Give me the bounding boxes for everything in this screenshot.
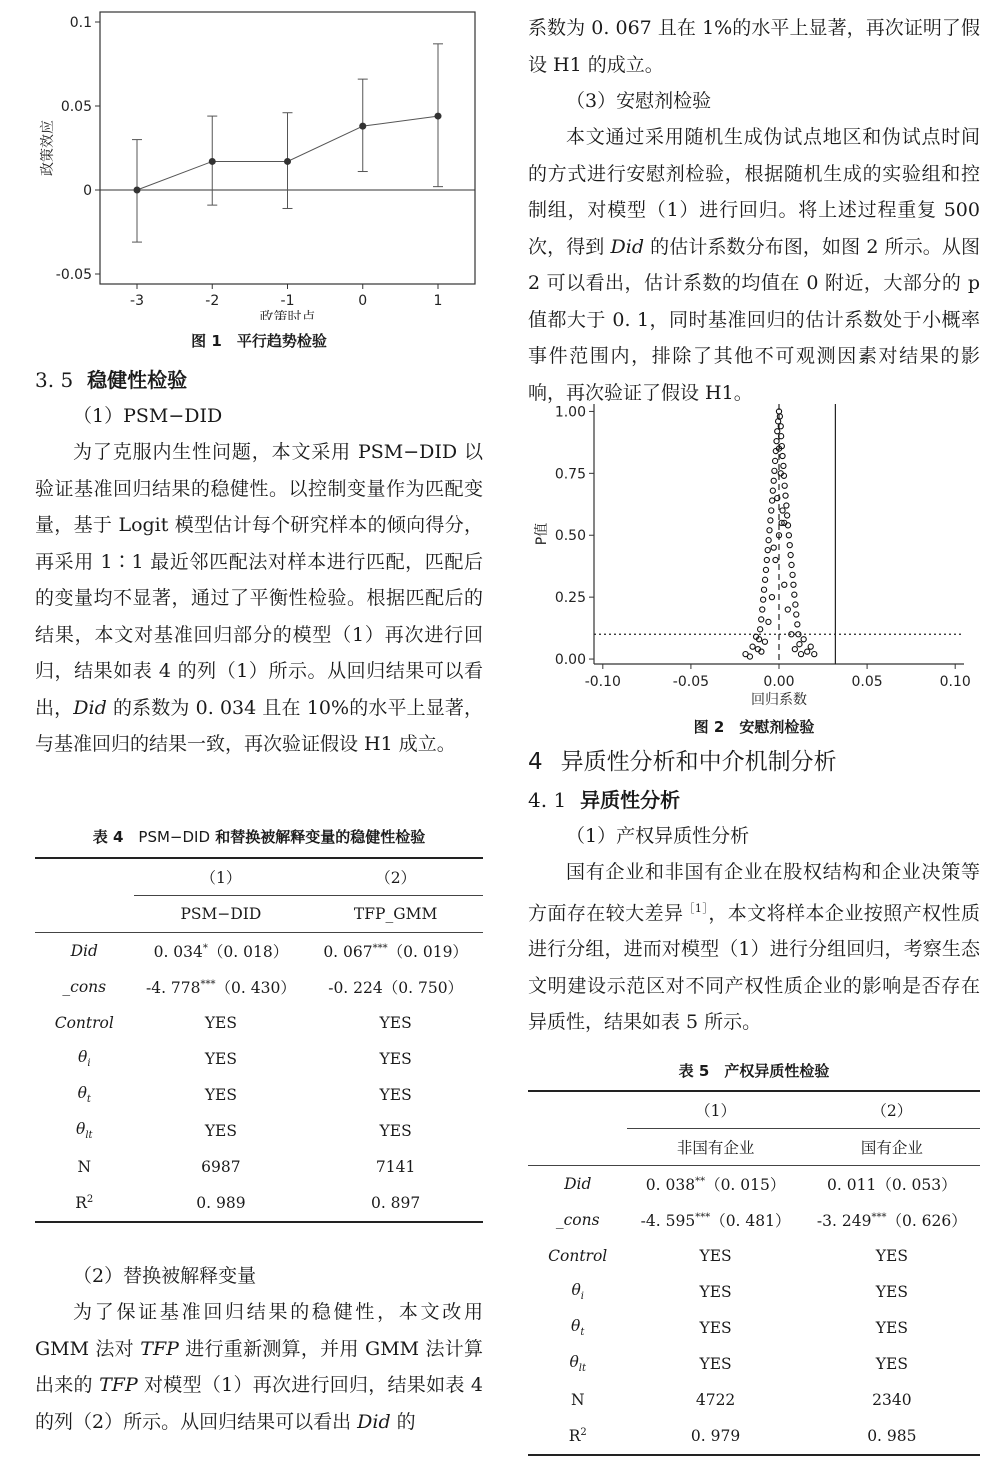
- section-number: 3. 5: [35, 368, 74, 392]
- row-label: Did: [70, 942, 98, 960]
- scatter-point: [785, 607, 790, 612]
- table-row: [35, 858, 483, 896]
- subsection-psm-did: （1）PSM−DID: [73, 405, 223, 427]
- section-title: 异质性分析和中介机制分析: [560, 749, 837, 775]
- row-label: Did: [564, 1175, 592, 1193]
- scatter-point: [768, 518, 773, 523]
- column-header-1: （1）: [627, 1091, 803, 1129]
- para4-a: 国有企业和非国有企业在股权结构和企业决策等方面存在较大差异: [528, 861, 980, 924]
- row-label: $R^2$: [35, 1185, 134, 1222]
- header-blank: [35, 858, 134, 896]
- data-point: [435, 113, 442, 120]
- x-tick-label: -1: [280, 293, 295, 309]
- table-cell: YES: [379, 1014, 412, 1032]
- row-label: _cons: [555, 1211, 600, 1229]
- column-name-1: PSM−DID: [134, 896, 309, 933]
- table-row: [35, 1113, 483, 1149]
- table-cell: 0. 989: [134, 1185, 309, 1222]
- table-cell: YES: [875, 1283, 908, 1301]
- scatter-point: [771, 545, 776, 550]
- table-row: [528, 1418, 980, 1455]
- table-cell: YES: [699, 1355, 732, 1373]
- tfp-term: TFP: [140, 1337, 179, 1360]
- scatter-point: [783, 493, 788, 498]
- section-title: 异质性分析: [580, 788, 681, 812]
- table-cell: YES: [875, 1355, 908, 1373]
- scatter-point: [801, 637, 806, 642]
- x-tick-label: -0.05: [672, 674, 710, 690]
- table-4-caption-prefix: 表 4: [92, 828, 139, 846]
- paragraph-replace-var: [35, 1294, 483, 1440]
- section-title: 稳健性检验: [87, 368, 188, 392]
- paragraph-continued: 系数为 0. 067 且在 1%的水平上显著，再次证明了假设 H1 的成立。: [528, 17, 980, 76]
- para3-a: 本文通过采用随机生成伪试点地区和伪试点时间的方式进行安慰剂检验，根据随机生成的实验组和控制组，对模型（1）进行回归。将上述过程重复 500 次，得到: [528, 126, 980, 258]
- row-label: $R^2$: [528, 1418, 627, 1455]
- row-label: $\theta_{lt}$: [569, 1353, 586, 1375]
- scatter-point: [776, 419, 781, 424]
- y-tick-label: -0.05: [55, 267, 92, 283]
- x-tick-label: 0.10: [939, 674, 971, 690]
- row-label: N: [77, 1158, 92, 1176]
- table-row: [35, 1185, 483, 1222]
- y-tick-label: 0: [83, 183, 92, 199]
- scatter-point: [772, 468, 777, 473]
- column-name-2: 国有企业: [804, 1129, 980, 1166]
- para2-a: 为了保证基准回归结果的稳健性，本文改用 GMM 法对: [35, 1301, 483, 1360]
- scatter-point: [773, 557, 778, 562]
- table-4-caption: [35, 826, 483, 847]
- figure-2: [528, 398, 980, 708]
- table-row: [35, 1077, 483, 1113]
- paragraph-heterogeneity: [528, 854, 980, 1041]
- scatter-point: [793, 602, 798, 607]
- scatter-point: [759, 617, 764, 622]
- column-header-2: （2）: [804, 1091, 980, 1129]
- table-cell: 0. 011（0. 053）: [827, 1176, 957, 1194]
- citation-ref: ［1］: [683, 901, 709, 915]
- scatter-point: [761, 597, 766, 602]
- table-cell: YES: [204, 1014, 237, 1032]
- column-header-2: （2）: [308, 858, 483, 896]
- scatter-point: [812, 651, 817, 656]
- scatter-point: [790, 572, 795, 577]
- table-row: [528, 1202, 980, 1238]
- x-tick-label: -0.10: [584, 674, 621, 690]
- did-term: Did: [357, 1410, 391, 1433]
- table-cell: YES: [699, 1247, 732, 1265]
- para2-b: 进行重新测算，并用 GMM 法计算出来的: [35, 1337, 483, 1396]
- data-point: [134, 187, 141, 194]
- scatter-point: [765, 547, 770, 552]
- scatter-point: [782, 582, 787, 587]
- row-label: $\theta_i$: [571, 1281, 584, 1303]
- table-cell: 0. 897: [308, 1185, 483, 1222]
- table-5-caption: 表 5 产权异质性检验: [678, 1062, 830, 1080]
- table-cell: YES: [379, 1122, 412, 1140]
- placebo-scatter-chart: [528, 398, 980, 708]
- header-blank: [528, 1129, 627, 1166]
- para2-c: 对模型（1）再次进行回归，结果如表 4 的列（2）所示。从回归结果可以看出: [35, 1374, 483, 1433]
- table-row: [35, 969, 483, 1005]
- scatter-point: [763, 567, 768, 572]
- table-row: [35, 1041, 483, 1077]
- scatter-point: [760, 607, 765, 612]
- table-row: [35, 896, 483, 933]
- scatter-point: [798, 651, 803, 656]
- scatter-point: [767, 528, 772, 533]
- table-4: [35, 857, 483, 1223]
- table-cell: YES: [875, 1319, 908, 1337]
- table-cell: YES: [204, 1086, 237, 1104]
- scatter-point: [785, 513, 790, 518]
- scatter-point: [788, 552, 793, 557]
- para1-text: 为了克服内生性问题，本文采用 PSM−DID 以验证基准回归结果的稳健性。以控制变量作为匹配变量，基于 Logit 模型估计每个研究样本的倾向得分，再采用 1∶1 最近邻匹配法对样本进行匹配，匹配后的变量均不显著，通过了平衡性检验。根据匹配后的结果，本文对基准回归部分的模型（1）再次进行回归，结果如表 4 的列（1）所示。从回归结果可以看出，: [35, 441, 483, 719]
- table-4-caption-latin: PSM−DID: [138, 828, 211, 846]
- table-cell: -4. 778***（0. 430）: [145, 978, 296, 997]
- table-row: [35, 1149, 483, 1185]
- y-tick-label: 0.75: [554, 466, 586, 483]
- x-axis-label: 回归系数: [751, 692, 807, 708]
- para2-d: 的: [390, 1410, 416, 1433]
- parallel-trend-chart: [0, 0, 483, 320]
- table-cell: -4. 595***（0. 481）: [640, 1211, 791, 1230]
- table-cell: -3. 249***（0. 626）: [816, 1211, 967, 1230]
- table-row: [528, 1129, 980, 1166]
- column-name-2: TFP_GMM: [308, 896, 483, 933]
- scatter-point: [770, 498, 775, 503]
- table-row: [528, 1166, 980, 1203]
- x-tick-label: -2: [205, 293, 220, 309]
- table-cell: 0. 979: [627, 1418, 803, 1455]
- scatter-point: [795, 622, 800, 627]
- scatter-point: [808, 644, 813, 649]
- table-5: [528, 1090, 980, 1456]
- scatter-point: [769, 508, 774, 513]
- figure-1: [0, 0, 483, 320]
- header-blank: [528, 1091, 627, 1129]
- subsection-replace-var: （2）替换被解释变量: [73, 1265, 257, 1287]
- scatter-point: [770, 488, 775, 493]
- table-row: [528, 1346, 980, 1382]
- x-tick-label: 0: [358, 293, 368, 309]
- data-point: [359, 123, 366, 130]
- y-tick-label: 0.50: [554, 528, 586, 545]
- data-point: [284, 158, 291, 165]
- row-label: $\theta_{lt}$: [75, 1120, 93, 1142]
- scatter-point: [780, 508, 785, 513]
- scatter-point: [766, 619, 771, 624]
- header-blank: [35, 896, 134, 933]
- table-row: [528, 1091, 980, 1129]
- data-point: [209, 158, 216, 165]
- para3-b: 的估计系数分布图，如图 2 所示。从图 2 可以看出，估计系数的均值在 0 附近，大部分的 p 值都大于 0. 1，同时基准回归的估计系数处于小概率事件范围内，排除了其他不可观测因素对结果的影响，再次验证了假设 H1。: [528, 235, 980, 404]
- scatter-point: [761, 587, 766, 592]
- scatter-point: [775, 429, 780, 434]
- scatter-point: [792, 647, 797, 652]
- table-row: [528, 1382, 980, 1418]
- subsection-placebo: （3）安慰剂检验: [566, 90, 712, 112]
- table-cell: 4722: [695, 1391, 736, 1409]
- scatter-point: [781, 463, 786, 468]
- table-row: [35, 933, 483, 970]
- scatter-point: [750, 644, 755, 649]
- scatter-point: [769, 595, 774, 600]
- scatter-point: [789, 562, 794, 567]
- scatter-point: [797, 642, 802, 647]
- table-4-grid: [35, 857, 483, 1223]
- y-tick-label: 0.00: [554, 652, 586, 669]
- table-cell: YES: [699, 1283, 732, 1301]
- row-label: Control: [548, 1247, 608, 1265]
- table-cell: YES: [699, 1319, 732, 1337]
- section-number: 4. 1: [528, 788, 567, 812]
- section-heading-3-5: [35, 362, 483, 398]
- table-cell: 0. 034*（0. 018）: [153, 942, 289, 961]
- x-tick-label: 1: [433, 293, 443, 309]
- scatter-point: [773, 458, 778, 463]
- scatter-point: [764, 557, 769, 562]
- table-cell: 0. 067***（0. 019）: [323, 942, 468, 961]
- scatter-point: [792, 592, 797, 597]
- table-4-caption-suffix: 和替换被解释变量的稳健性检验: [210, 828, 426, 846]
- figure-1-caption: 图 1 平行趋势检验: [191, 332, 327, 350]
- table-cell: YES: [204, 1122, 237, 1140]
- figure-2-caption: 图 2 安慰剂检验: [693, 718, 815, 736]
- section-heading-4: [528, 742, 980, 782]
- x-tick-label: 0.05: [851, 674, 883, 690]
- x-tick-label: 0.00: [763, 674, 795, 690]
- section-number: 4: [528, 749, 543, 775]
- y-tick-label: 1.00: [554, 404, 586, 421]
- scatter-point: [771, 478, 776, 483]
- table-row: [528, 1310, 980, 1346]
- scatter-point: [805, 649, 810, 654]
- table-cell: 2340: [872, 1391, 912, 1409]
- row-label: _cons: [62, 978, 107, 996]
- scatter-point: [780, 453, 785, 458]
- row-label: $\theta_t$: [571, 1317, 585, 1339]
- did-term: Did: [73, 696, 107, 719]
- scatter-point: [794, 612, 799, 617]
- scatter-point: [786, 533, 791, 538]
- y-tick-label: 0.1: [69, 15, 92, 31]
- table-cell: YES: [379, 1086, 412, 1104]
- section-heading-4-1: [528, 782, 980, 818]
- table-cell: YES: [379, 1050, 412, 1068]
- y-axis-label: 政策效应: [40, 120, 56, 176]
- para1-tail: 的系数为 0. 034 且在 10%的水平上显著，与基准回归的结果一致，再次验证假设 H1 成立。: [35, 696, 483, 755]
- paragraph-psm-did: [35, 434, 483, 763]
- y-tick-label: 0.25: [554, 590, 586, 607]
- did-term: Did: [610, 235, 645, 258]
- scatter-point: [774, 439, 779, 444]
- table-cell: -0. 224（0. 750）: [328, 979, 464, 997]
- table-cell: YES: [204, 1050, 237, 1068]
- table-cell: 0. 985: [804, 1418, 980, 1455]
- scatter-point: [787, 543, 792, 548]
- scatter-point: [784, 503, 789, 508]
- row-label: N: [570, 1391, 585, 1409]
- table-cell: 6987: [201, 1158, 241, 1176]
- x-axis-label: 政策时点: [259, 310, 316, 320]
- paragraph-placebo: [528, 119, 980, 411]
- column-name-1: 非国有企业: [627, 1129, 803, 1166]
- x-tick-label: -3: [130, 293, 144, 309]
- scatter-point: [758, 627, 763, 632]
- table-cell: 0. 038**（0. 015）: [645, 1175, 786, 1194]
- row-label: Control: [54, 1014, 114, 1032]
- scatter-point: [743, 651, 748, 656]
- column-header-1: （1）: [134, 858, 309, 896]
- row-label: $\theta_i$: [78, 1048, 91, 1070]
- scatter-point: [762, 639, 767, 644]
- row-label: $\theta_t$: [77, 1084, 91, 1106]
- table-cell: 7141: [375, 1158, 416, 1176]
- y-tick-label: 0.05: [60, 99, 92, 115]
- scatter-point: [762, 577, 767, 582]
- para4-b: ，本文将样本企业按照产权性质进行分组，进而对模型（1）进行分组回归，考察生态文明建设示范区对不同产权性质企业的影响是否存在异质性，结果如表 5 所示。: [528, 901, 980, 1034]
- table-row: [528, 1274, 980, 1310]
- table-5-grid: [528, 1090, 980, 1456]
- scatter-point: [782, 483, 787, 488]
- subsection-property-rights: （1）产权异质性分析: [566, 825, 750, 847]
- y-axis-label: P值: [534, 522, 550, 546]
- scatter-point: [766, 538, 771, 543]
- table-cell: YES: [875, 1247, 908, 1265]
- scatter-point: [791, 582, 796, 587]
- tfp-term: TFP: [99, 1374, 138, 1396]
- table-row: [35, 1005, 483, 1041]
- table-row: [528, 1238, 980, 1274]
